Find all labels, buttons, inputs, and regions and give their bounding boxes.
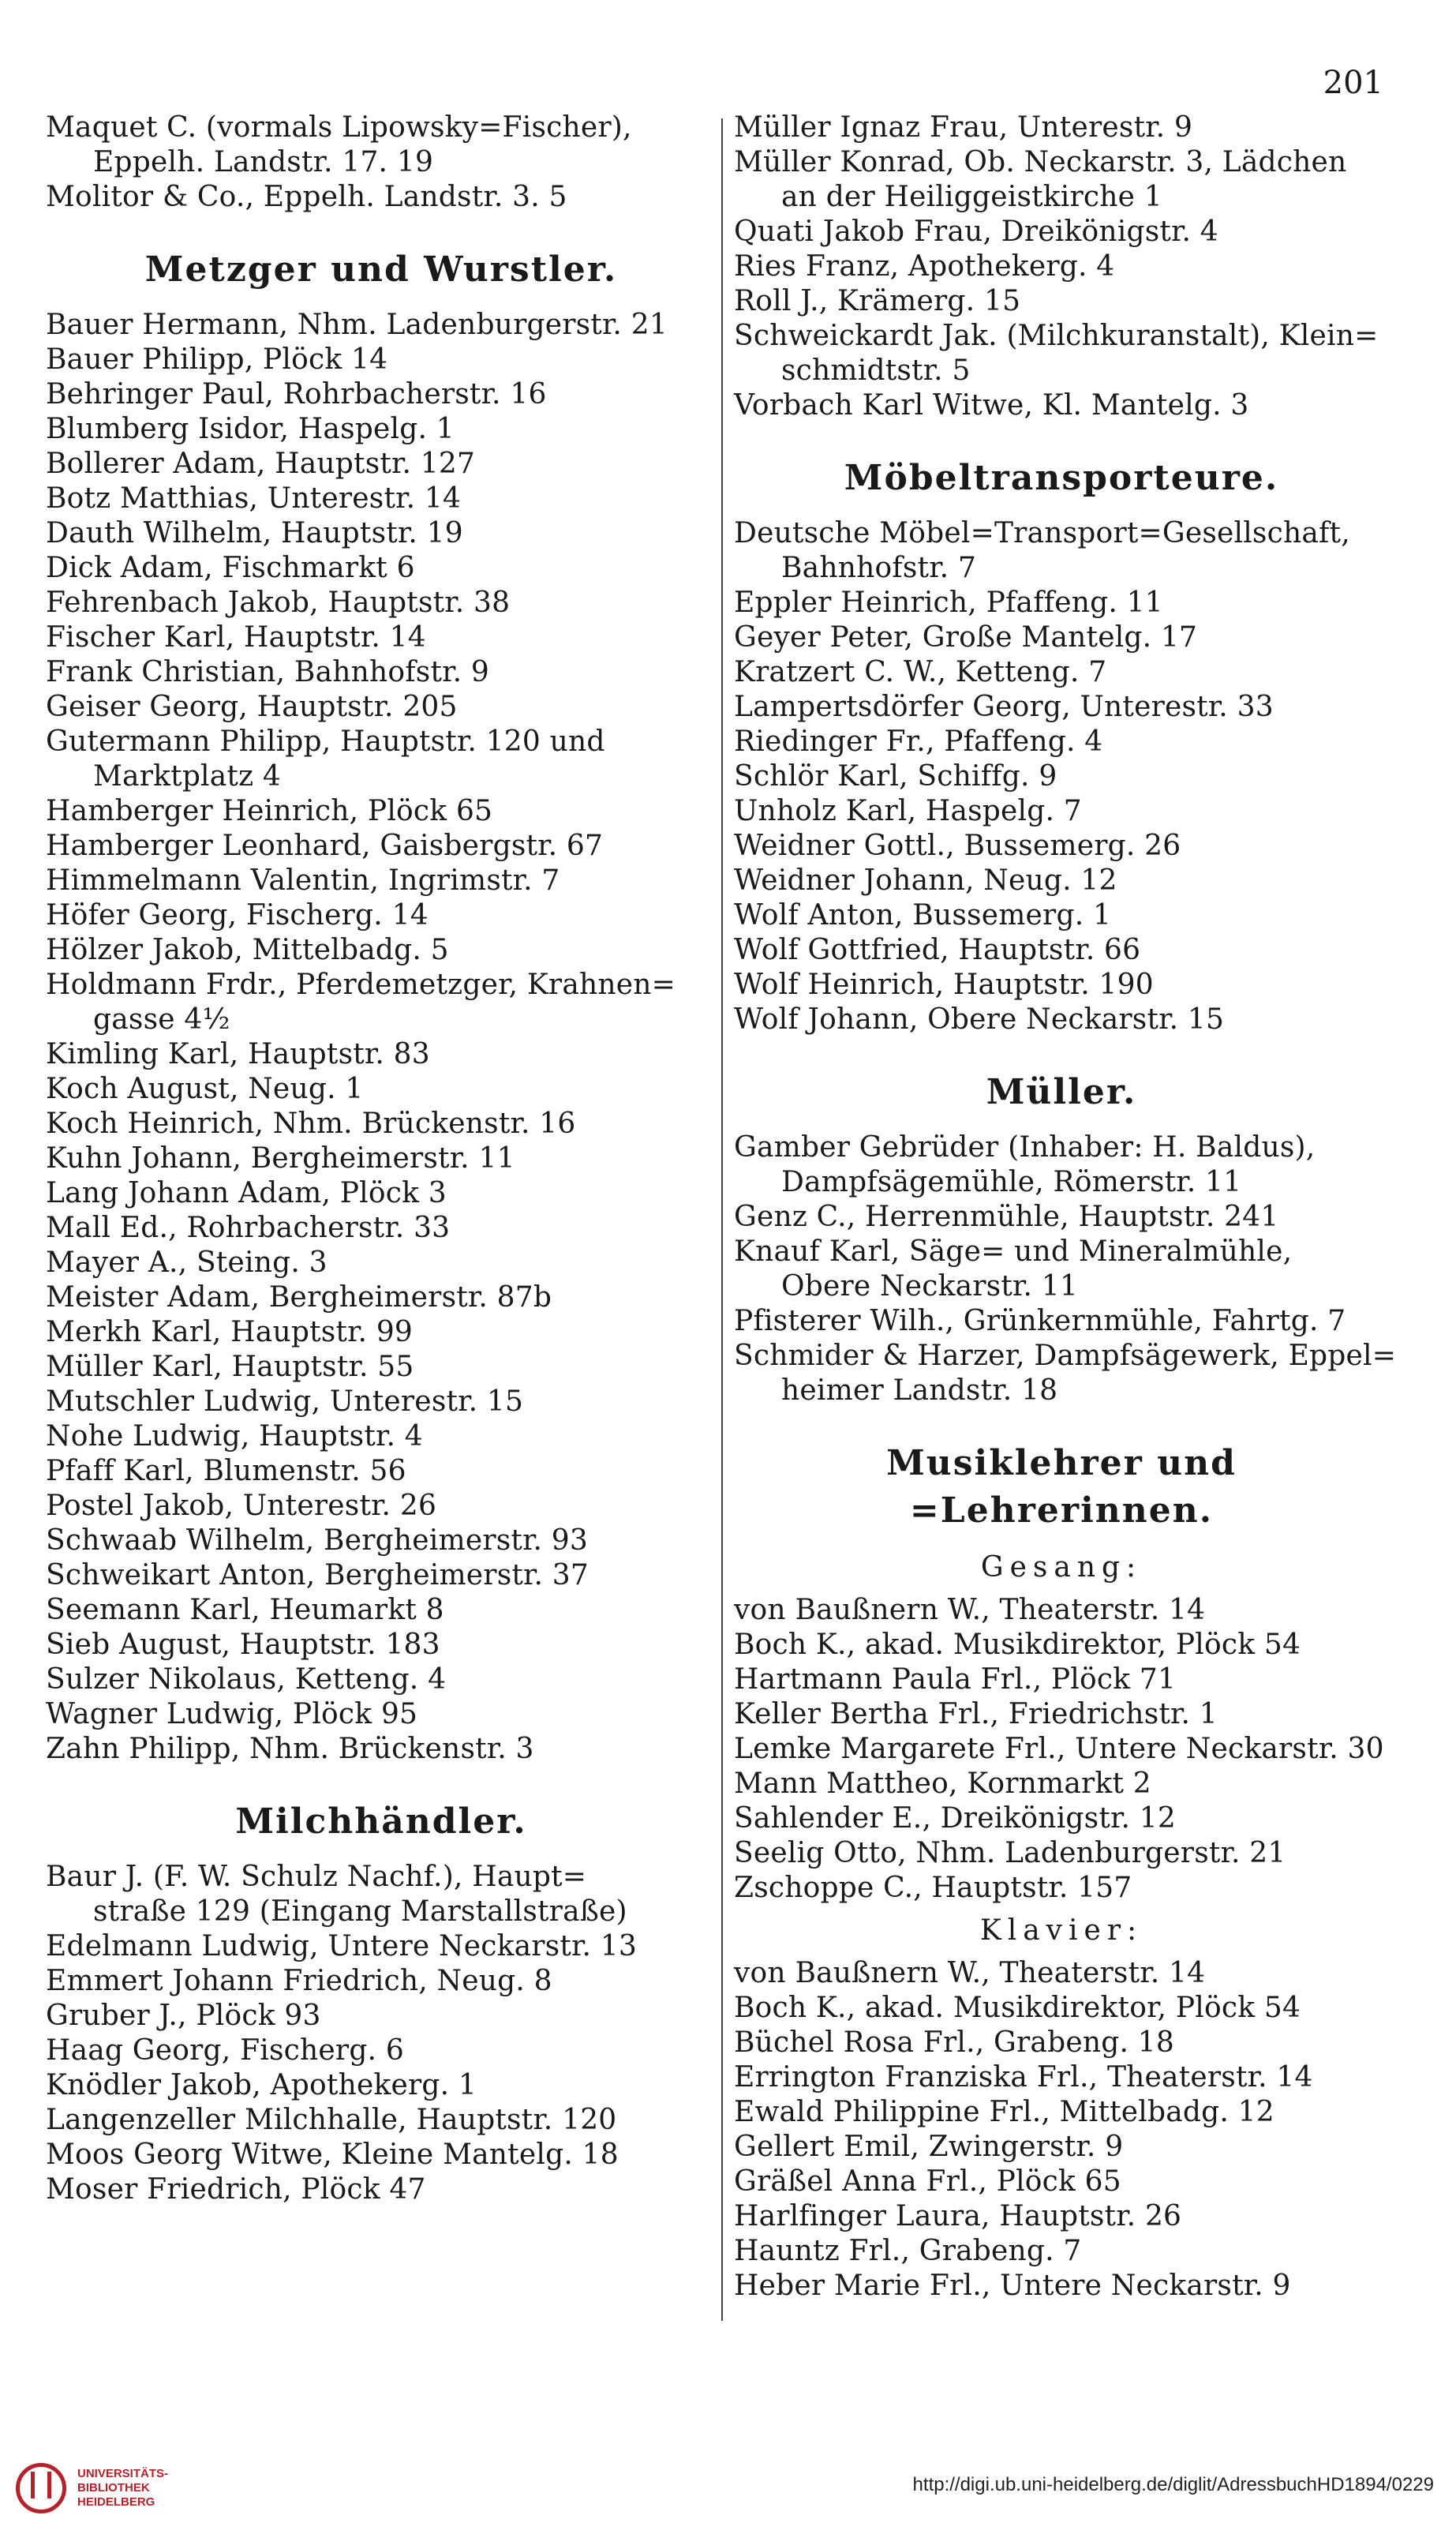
directory-entry: Frank Christian, Bahnhofstr. 9 (46, 656, 489, 688)
directory-entry: Knauf Karl, Säge= und Mineralmühle, (734, 1235, 1293, 1268)
directory-entry: Zahn Philipp, Nhm. Brückenstr. 3 (46, 1733, 534, 1765)
directory-entry: Langenzeller Milchhalle, Hauptstr. 120 (46, 2104, 617, 2136)
directory-entry: Lang Johann Adam, Plöck 3 (46, 1177, 447, 1209)
directory-entry: Müller Konrad, Ob. Neckarstr. 3, Lädchen (734, 146, 1347, 178)
directory-entry: von Baußnern W., Theaterstr. 14 (734, 1957, 1206, 1989)
directory-entry: Wolf Anton, Bussemerg. 1 (734, 899, 1112, 932)
directory-entry: Gutermann Philipp, Hauptstr. 120 und (46, 725, 605, 758)
directory-entry: Gräßel Anna Frl., Plöck 65 (734, 2165, 1121, 2198)
directory-entry: Höfer Georg, Fischerg. 14 (46, 899, 429, 932)
directory-entry: Schweickardt Jak. (Milchkuranstalt), Klein= (734, 320, 1379, 352)
directory-entry: Vorbach Karl Witwe, Kl. Mantelg. 3 (734, 389, 1249, 422)
directory-entry: Hamberger Heinrich, Plöck 65 (46, 795, 493, 827)
directory-entry: Sahlender E., Dreikönigstr. 12 (734, 1802, 1176, 1835)
directory-entry: Wolf Johann, Obere Neckarstr. 15 (734, 1003, 1225, 1036)
directory-entry: Mutschler Ludwig, Unterestr. 15 (46, 1385, 524, 1418)
directory-entry: Wolf Heinrich, Hauptstr. 190 (734, 969, 1154, 1001)
directory-entry: Postel Jakob, Unterestr. 26 (46, 1490, 437, 1522)
library-logo-icon (16, 2463, 66, 2513)
directory-entry: Lemke Margarete Frl., Untere Neckarstr. 30 (734, 1733, 1384, 1765)
directory-entry: Merkh Karl, Hauptstr. 99 (46, 1316, 414, 1348)
directory-entry: Schmider & Harzer, Dampfsägewerk, Eppel= (734, 1340, 1397, 1372)
directory-entry: Gruber J., Plöck 93 (46, 2000, 321, 2032)
directory-entry: Mann Mattheo, Kornmarkt 2 (734, 1767, 1151, 1800)
directory-entry: Mayer A., Steing. 3 (46, 1246, 328, 1279)
footer (0, 2455, 1456, 2534)
directory-entry: Heber Marie Frl., Untere Neckarstr. 9 (734, 2270, 1291, 2302)
directory-entry: Blumberg Isidor, Haspelg. 1 (46, 413, 455, 445)
directory-entry: Weidner Johann, Neug. 12 (734, 864, 1117, 897)
directory-entry-continuation: straße 129 (Eingang Marstallstraße) (93, 1895, 627, 1928)
directory-entry: Maquet C. (vormals Lipowsky=Fischer), (46, 111, 632, 144)
directory-entry: Fischer Karl, Hauptstr. 14 (46, 621, 426, 654)
directory-entry: Lampertsdörfer Georg, Unterestr. 33 (734, 691, 1274, 723)
directory-entry: Genz C., Herrenmühle, Hauptstr. 241 (734, 1201, 1279, 1233)
directory-entry: Sulzer Nikolaus, Ketteng. 4 (46, 1663, 447, 1696)
directory-entry: Haag Georg, Fischerg. 6 (46, 2034, 404, 2067)
directory-entry: Müller Karl, Hauptstr. 55 (46, 1351, 414, 1383)
directory-entry: Wagner Ludwig, Plöck 95 (46, 1698, 418, 1730)
directory-entry: Hauntz Frl., Grabeng. 7 (734, 2235, 1082, 2267)
directory-entry: Sieb August, Hauptstr. 183 (46, 1629, 440, 1661)
directory-entry: Hartmann Paula Frl., Plöck 71 (734, 1663, 1177, 1696)
directory-entry: Bauer Philipp, Plöck 14 (46, 343, 388, 376)
source-url-link[interactable]: http://digi.ub.uni-heidelberg.de/diglit/AdressbuchHD1894/0229 (912, 2474, 1434, 2495)
directory-entry-continuation: Obere Neckarstr. 11 (781, 1270, 1078, 1303)
directory-entry: Fehrenbach Jakob, Hauptstr. 38 (46, 587, 511, 619)
directory-entry: Geyer Peter, Große Mantelg. 17 (734, 621, 1198, 654)
directory-entry-continuation: gasse 4½ (93, 1003, 230, 1036)
directory-entry: Müller Ignaz Frau, Unterestr. 9 (734, 111, 1193, 144)
directory-entry: Quati Jakob Frau, Dreikönigstr. 4 (734, 216, 1218, 248)
directory-entry: Eppler Heinrich, Pfaffeng. 11 (734, 587, 1163, 619)
directory-entry: Meister Adam, Bergheimerstr. 87b (46, 1281, 552, 1314)
logo-line: UNIVERSITÄTS- (77, 2467, 169, 2480)
directory-entry: Behringer Paul, Rohrbacherstr. 16 (46, 378, 547, 410)
directory-entry: Kratzert C. W., Ketteng. 7 (734, 656, 1107, 688)
directory-entry: Wolf Gottfried, Hauptstr. 66 (734, 934, 1141, 966)
directory-entry-continuation: Dampfsägemühle, Römerstr. 11 (781, 1166, 1242, 1198)
logo-line: BIBLIOTHEK (77, 2481, 150, 2495)
directory-entry: Nohe Ludwig, Hauptstr. 4 (46, 1420, 423, 1453)
directory-entry: Dick Adam, Fischmarkt 6 (46, 552, 415, 584)
directory-entry: Moser Friedrich, Plöck 47 (46, 2173, 426, 2206)
directory-entry: Himmelmann Valentin, Ingrimstr. 7 (46, 864, 560, 897)
directory-entry: Botz Matthias, Unterestr. 14 (46, 482, 462, 515)
directory-entry: Seelig Otto, Nhm. Ladenburgerstr. 21 (734, 1837, 1286, 1869)
directory-entry: Ewald Philippine Frl., Mittelbadg. 12 (734, 2096, 1274, 2128)
directory-entry: Dauth Wilhelm, Hauptstr. 19 (46, 517, 463, 549)
directory-entry-continuation: an der Heiliggeistkirche 1 (781, 181, 1162, 213)
logo-line: HEIDELBERG (77, 2495, 155, 2509)
directory-entry-continuation: schmidtstr. 5 (781, 354, 971, 387)
directory-entry: Büchel Rosa Frl., Grabeng. 18 (734, 2026, 1174, 2059)
directory-entry: Harlfinger Laura, Hauptstr. 26 (734, 2200, 1182, 2232)
directory-entry-continuation: Bahnhofstr. 7 (781, 552, 977, 584)
section-heading: Musiklehrer und =Lehrerinnen. (886, 1443, 1237, 1531)
directory-entry: Holdmann Frdr., Pferdemetzger, Krahnen= (46, 969, 676, 1001)
directory-entry: Deutsche Möbel=Transport=Gesellschaft, (734, 517, 1350, 549)
directory-entry: Geiser Georg, Hauptstr. 205 (46, 691, 458, 723)
directory-entry: Mall Ed., Rohrbacherstr. 33 (46, 1212, 451, 1244)
directory-entry-continuation: heimer Landstr. 18 (781, 1374, 1058, 1407)
directory-entry: Hamberger Leonhard, Gaisbergstr. 67 (46, 830, 604, 862)
directory-entry: Ries Franz, Apothekerg. 4 (734, 250, 1115, 283)
directory-entry: Bauer Hermann, Nhm. Ladenburgerstr. 21 (46, 309, 668, 341)
directory-entry: Zschoppe C., Hauptstr. 157 (734, 1872, 1132, 1904)
directory-entry: Keller Bertha Frl., Friedrichstr. 1 (734, 1698, 1218, 1730)
directory-entry: Seemann Karl, Heumarkt 8 (46, 1594, 444, 1626)
directory-entry: Errington Franziska Frl., Theaterstr. 14 (734, 2061, 1313, 2094)
directory-entry: Bollerer Adam, Hauptstr. 127 (46, 448, 476, 480)
library-logo[interactable] (16, 2463, 168, 2513)
column-divider (721, 118, 723, 2321)
directory-entry: Gamber Gebrüder (Inhaber: H. Baldus), (734, 1131, 1316, 1164)
directory-entry: Emmert Johann Friedrich, Neug. 8 (46, 1965, 552, 1997)
directory-entry: Baur J. (F. W. Schulz Nachf.), Haupt= (46, 1861, 587, 1893)
section-heading: Müller. (986, 1072, 1137, 1112)
directory-entry: Boch K., akad. Musikdirektor, Plöck 54 (734, 1992, 1301, 2024)
directory-entry: Molitor & Co., Eppelh. Landstr. 3. 5 (46, 181, 567, 213)
section-subheading: Gesang: (980, 1551, 1143, 1584)
directory-entry: Kuhn Johann, Bergheimerstr. 11 (46, 1142, 515, 1175)
directory-entry: Knödler Jakob, Apothekerg. 1 (46, 2069, 477, 2101)
directory-entry: Pfisterer Wilh., Grünkernmühle, Fahrtg. 7 (734, 1305, 1346, 1337)
left-column (46, 111, 717, 2207)
directory-entry: Boch K., akad. Musikdirektor, Plöck 54 (734, 1629, 1301, 1661)
directory-entry: von Baußnern W., Theaterstr. 14 (734, 1594, 1206, 1626)
directory-entry: Kimling Karl, Hauptstr. 83 (46, 1038, 430, 1070)
directory-entry: Riedinger Fr., Pfaffeng. 4 (734, 725, 1103, 758)
section-heading: Möbeltransporteure. (844, 458, 1279, 498)
directory-entry-continuation: Marktplatz 4 (93, 760, 282, 793)
right-column (734, 111, 1397, 2303)
directory-entry: Schlör Karl, Schiffg. 9 (734, 760, 1057, 793)
directory-entry: Koch Heinrich, Nhm. Brückenstr. 16 (46, 1108, 576, 1140)
directory-entry: Schwaab Wilhelm, Bergheimerstr. 93 (46, 1524, 589, 1557)
directory-entry: Pfaff Karl, Blumenstr. 56 (46, 1455, 406, 1487)
section-heading: Metzger und Wurstler. (144, 249, 618, 290)
directory-entry: Roll J., Krämerg. 15 (734, 285, 1021, 317)
directory-entry: Weidner Gottl., Bussemerg. 26 (734, 830, 1181, 862)
directory-entry: Koch August, Neug. 1 (46, 1073, 364, 1105)
directory-entry: Schweikart Anton, Bergheimerstr. 37 (46, 1559, 589, 1591)
directory-entry: Unholz Karl, Haspelg. 7 (734, 795, 1082, 827)
section-subheading: Klavier: (979, 1914, 1143, 1947)
page-number: 201 (1323, 65, 1383, 101)
directory-entry: Edelmann Ludwig, Untere Neckarstr. 13 (46, 1930, 637, 1962)
library-logo-text (77, 2467, 168, 2510)
directory-entry: Hölzer Jakob, Mittelbadg. 5 (46, 934, 449, 966)
directory-entry: Gellert Emil, Zwingerstr. 9 (734, 2131, 1124, 2163)
directory-entry: Moos Georg Witwe, Kleine Mantelg. 18 (46, 2139, 619, 2171)
section-heading: Milchhändler. (235, 1801, 527, 1842)
directory-entry-continuation: Eppelh. Landstr. 17. 19 (93, 146, 434, 178)
